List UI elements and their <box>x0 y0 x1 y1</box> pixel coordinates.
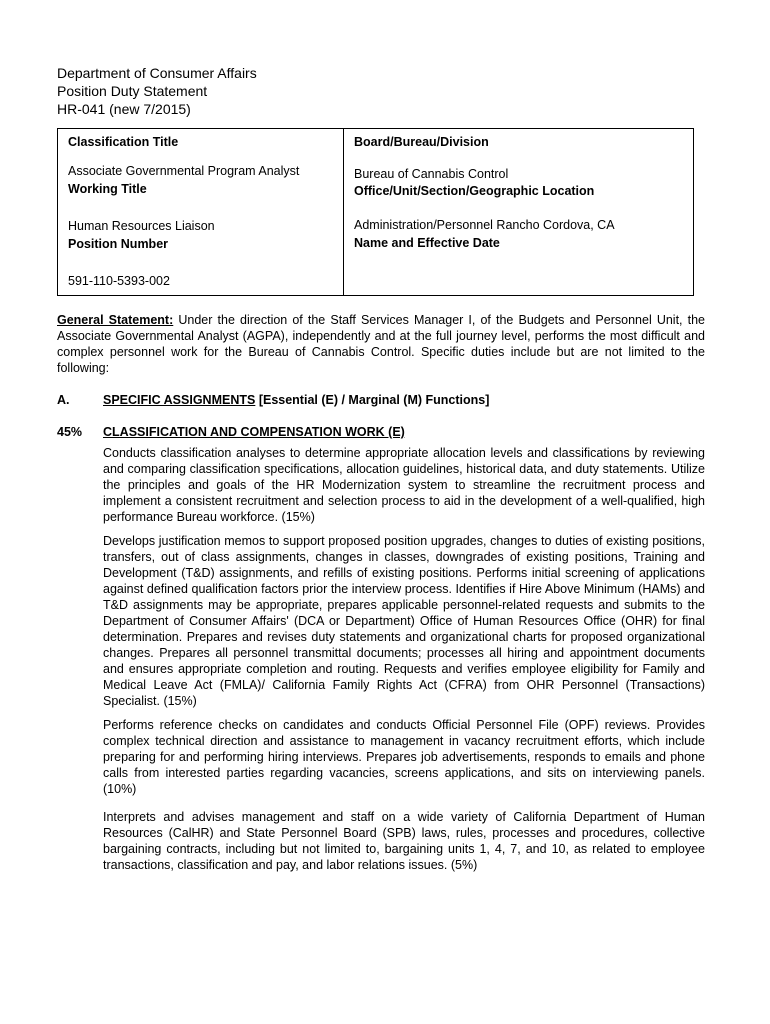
general-statement-text: Under the direction of the Staff Services Manager I, of the Budgets and Personnel Unit, the Associate Governmental Analyst (AGPA), independently and at the full journey level, performs the most difficult and complex personnel work for the Bureau of Cannabis Control. Specific duties include but are not limited to the following: <box>57 313 706 375</box>
classification-title-label: Classification Title <box>68 135 179 149</box>
duty-heading <box>57 424 705 440</box>
form-number: HR-041 (new 7/2015) <box>57 101 191 117</box>
document-title: Position Duty Statement <box>57 83 208 99</box>
duty-paragraph: Performs reference checks on candidates and conducts Official Personnel File (OPF) reviews. Provides complex technical direction and assistance to management in vacancy recruitment efforts, which include preparing for and performing hiring interviews. Prepares job advertisements, responds to emails and phone calls from interested parties regarding vacancies, screens applications, and sits on interviewing panels. (10%) <box>103 718 705 796</box>
position-number-label: Position Number <box>68 237 169 251</box>
position-info-table <box>57 128 694 296</box>
duty-title: CLASSIFICATION AND COMPENSATION WORK (E) <box>103 425 405 439</box>
board-bureau-division-label: Board/Bureau/Division <box>354 135 489 149</box>
duty-paragraph: Conducts classification analyses to determine appropriate allocation levels and classifications by reviewing and comparing classification specifications, allocation guidelines, historical data, and duty statements. Utilize the principles and goals of the HR Modernization system to streamline the recruitment process and implement a consistent recruitment and selection process to aid in the development of a well-qualified, high performance Bureau workforce. (15%) <box>103 446 705 524</box>
working-title-value: Human Resources Liaison <box>68 219 215 233</box>
office-unit-label: Office/Unit/Section/Geographic Location <box>354 184 595 198</box>
section-a-title: SPECIFIC ASSIGNMENTS <box>103 393 256 407</box>
board-bureau-division-value: Bureau of Cannabis Control <box>354 167 509 181</box>
working-title-label: Working Title <box>68 182 147 196</box>
office-unit-value: Administration/Personnel Rancho Cordova, CA <box>354 218 615 232</box>
classification-title-value: Associate Governmental Program Analyst <box>68 164 300 178</box>
duty-paragraph: Interprets and advises management and staff on a wide variety of California Department of Human Resources (CalHR) and State Personnel Board (SPB) laws, rules, processes and procedures, collective bargaining contracts, including but not limited to, bargaining units 1, 4, 7, and 10, as related to employee transactions, classification and pay, and labor relations issues. (5%) <box>103 810 705 872</box>
position-number-value: 591-110-5393-002 <box>68 274 170 288</box>
general-statement-label: General Statement: <box>57 313 174 327</box>
duty-percent: 45% <box>57 425 83 439</box>
name-effective-date-label: Name and Effective Date <box>354 236 500 250</box>
section-a-subtitle: [Essential (E) / Marginal (M) Functions] <box>255 393 490 407</box>
right-info-cell <box>344 129 694 296</box>
department-name: Department of Consumer Affairs <box>57 65 257 81</box>
section-a-number: A. <box>57 393 70 407</box>
general-statement <box>57 312 705 376</box>
document-page <box>57 64 705 873</box>
section-a-heading <box>57 392 705 408</box>
duty-paragraph: Develops justification memos to support proposed position upgrades, changes to duties of existing positions, transfers, out of class assignments, changes in classes, downgrades of existing positions, Training and Development (T&D) assignments, and refills of existing positions. Performs initial screening of applications against defined qualification factors prior the interview process. Identifies if Hire Above Minimum (HAMs) and T&D assignments may be appropriate, prepares applicable personnel-related requests and submits to the Department of Consumer Affairs' (DCA or Department) Office of Human Resources Office (OHR) for final determination. Prepares and revises duty statements and organizational charts for proposed organizational changes. Prepares all personnel transmittal documents; processes all hiring and appointment documents and ensures appropriate completion and routing. Requests and verifies employee eligibility for Family and Medical Leave Act (FMLA)/ California Family Rights Act (CFRA) from OHR Personnel (Transactions) Specialist. (15%) <box>103 534 705 708</box>
document-header <box>57 64 705 118</box>
left-info-cell <box>58 129 344 296</box>
